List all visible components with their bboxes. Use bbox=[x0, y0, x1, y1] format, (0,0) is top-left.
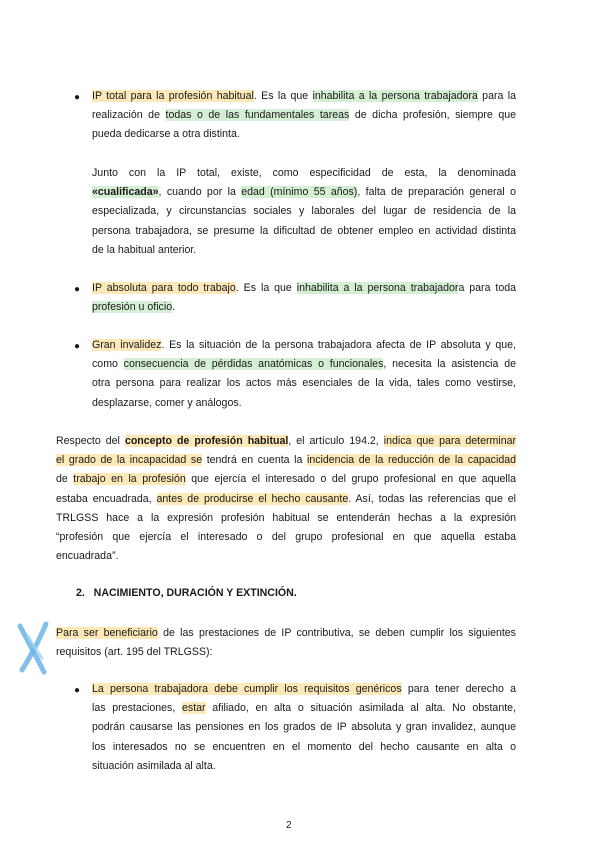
text-run: desplazarse, comer y análogos. bbox=[92, 396, 242, 409]
paragraph-requisitos bbox=[56, 624, 516, 662]
text-run: . bbox=[172, 301, 176, 314]
text-run: para tener derecho a bbox=[401, 683, 516, 695]
text-run: que ejercía el interesado o del grupo profesional en que aquella bbox=[185, 473, 516, 486]
highlighted-text: La persona trabajadora debe cumplir los requisitos genéricos bbox=[92, 683, 402, 695]
text-run: persona trabajadora, se presume la dificultad de obtener empleo en actividad distinta bbox=[92, 224, 516, 237]
bullet-requisitos-genericos bbox=[92, 680, 516, 776]
paragraph-cualificada bbox=[92, 164, 516, 260]
bullet-gran-invalidez bbox=[92, 336, 516, 413]
text-line bbox=[56, 470, 516, 489]
highlighted-text: indica que para determinar bbox=[383, 435, 517, 447]
bullet-ip-total bbox=[92, 87, 516, 145]
text-line bbox=[92, 374, 516, 393]
highlighted-text: consecuencia de pérdidas anatómicas o funcionales bbox=[123, 358, 384, 371]
text-run: tendrá en cuenta la bbox=[202, 454, 307, 467]
text-line bbox=[56, 528, 516, 547]
text-line bbox=[56, 490, 516, 509]
highlighted-text: concepto de profesión habitual bbox=[124, 435, 289, 447]
text-run: como bbox=[92, 358, 124, 371]
highlighted-text: Para ser beneficiario bbox=[56, 627, 158, 639]
text-run: requisitos (art. 195 del TRLGSS): bbox=[56, 646, 213, 659]
highlighted-text: estar bbox=[182, 702, 206, 715]
text-run: . Es la que bbox=[253, 90, 313, 102]
text-run: afiliado, en alta o situación asimilada al alta. No obstante, bbox=[205, 702, 516, 715]
text-line bbox=[92, 202, 516, 221]
text-run: estaba encuadrada, bbox=[56, 492, 157, 505]
highlighted-text: «cualificada» bbox=[92, 186, 159, 199]
text-run: . Es la situación de la persona trabajadora afecta de IP absoluta y que, bbox=[161, 339, 516, 351]
text-line bbox=[92, 336, 516, 355]
text-run: . Así, todas las referencias que el bbox=[348, 492, 516, 505]
bullet-dot: ● bbox=[74, 685, 81, 696]
highlighted-text: Gran invalidez bbox=[92, 339, 162, 351]
text-line bbox=[56, 643, 516, 662]
text-line bbox=[92, 394, 516, 413]
highlighted-text: IP total para la profesión habitual bbox=[92, 90, 254, 102]
text-line bbox=[92, 241, 516, 260]
text-line bbox=[92, 222, 516, 241]
text-run: especializada, y circunstancias sociales y laborales del lugar de residencia de la bbox=[92, 205, 516, 218]
text-run: para la bbox=[477, 90, 516, 102]
text-run: de las prestaciones de IP contributiva, se deben cumplir los siguientes bbox=[157, 627, 516, 639]
text-run: de dicha profesión, siempre que bbox=[349, 109, 517, 122]
text-line bbox=[92, 125, 516, 144]
text-run: , el artículo 194.2, bbox=[288, 435, 384, 447]
highlighted-text: incidencia de la reducción de la capacidad bbox=[307, 454, 517, 467]
section-heading: 2. NACIMIENTO, DURACIÓN Y EXTINCIÓN. bbox=[76, 587, 297, 599]
text-run: TRLGSS hace a la expresión profesión habitual se entenderán hechas a la expresión bbox=[56, 511, 516, 524]
highlighted-text: inhabilita a la persona trabajadora bbox=[312, 90, 478, 102]
text-run: podrán causarse las pensiones en los grados de IP absoluta y gran invalidez, aunque bbox=[92, 721, 516, 734]
text-run: Junto con la IP total, existe, como especificidad de esta, la denominada bbox=[92, 167, 516, 179]
text-run: , falta de preparación general o bbox=[357, 186, 516, 199]
text-run: Respecto del bbox=[56, 435, 125, 447]
text-line bbox=[92, 164, 516, 183]
text-line bbox=[56, 624, 516, 643]
highlighted-text: edad (mínimo 55 años) bbox=[241, 186, 358, 199]
text-run: las prestaciones, bbox=[92, 702, 182, 715]
text-run: , necesita la asistencia de bbox=[383, 358, 516, 371]
text-line bbox=[92, 355, 516, 374]
text-run: otra persona para realizar los actos más esenciales de la vida, tales como vestirse, bbox=[92, 377, 516, 390]
text-run: de la habitual anterior. bbox=[92, 243, 197, 256]
text-run: pueda dedicarse a otra distinta. bbox=[92, 128, 240, 141]
text-run: los interesados no se encuentren en el momento del hecho causante en alta o bbox=[92, 740, 516, 753]
page-number: 2 bbox=[286, 820, 292, 831]
text-line bbox=[92, 298, 516, 317]
bullet-dot: ● bbox=[74, 92, 81, 103]
text-line bbox=[56, 432, 516, 451]
text-run: , cuando por la bbox=[158, 186, 242, 199]
text-run: de bbox=[56, 473, 74, 486]
bullet-ip-absoluta bbox=[92, 279, 516, 317]
highlighted-text: trabajo en la profesión bbox=[73, 473, 186, 486]
text-line bbox=[92, 680, 516, 699]
highlighted-text: inhabilita a la persona trabajador bbox=[296, 282, 459, 294]
text-line bbox=[92, 183, 516, 202]
text-line bbox=[92, 738, 516, 757]
highlighted-text: el grado de la incapacidad se bbox=[56, 454, 203, 467]
text-line bbox=[56, 451, 516, 470]
highlighted-text: IP absoluta para todo trabajo bbox=[92, 282, 236, 294]
text-line bbox=[92, 718, 516, 737]
text-line bbox=[56, 509, 516, 528]
highlighted-text: todas o de las fundamentales tareas bbox=[165, 109, 350, 122]
text-line bbox=[92, 699, 516, 718]
text-line bbox=[92, 757, 516, 776]
text-run: a para toda bbox=[458, 282, 517, 294]
text-line bbox=[92, 87, 516, 106]
bullet-dot: ● bbox=[74, 284, 81, 295]
bullet-dot: ● bbox=[74, 341, 81, 352]
text-run: encuadrada”. bbox=[56, 550, 119, 563]
text-run: realización de bbox=[92, 109, 166, 122]
highlighted-text: profesión u oficio bbox=[92, 301, 173, 314]
text-line bbox=[92, 279, 516, 298]
text-run: “profesión que ejercía el interesado o del grupo profesional en que aquella estaba bbox=[56, 531, 516, 544]
highlighted-text: antes de producirse el hecho causante bbox=[156, 492, 349, 505]
text-line bbox=[56, 547, 516, 566]
text-run: situación asimilada al alta. bbox=[92, 759, 216, 772]
text-line bbox=[92, 106, 516, 125]
paragraph-profesion-habitual bbox=[56, 432, 516, 566]
handwritten-x-mark bbox=[14, 618, 58, 678]
text-run: . Es la que bbox=[235, 282, 297, 294]
